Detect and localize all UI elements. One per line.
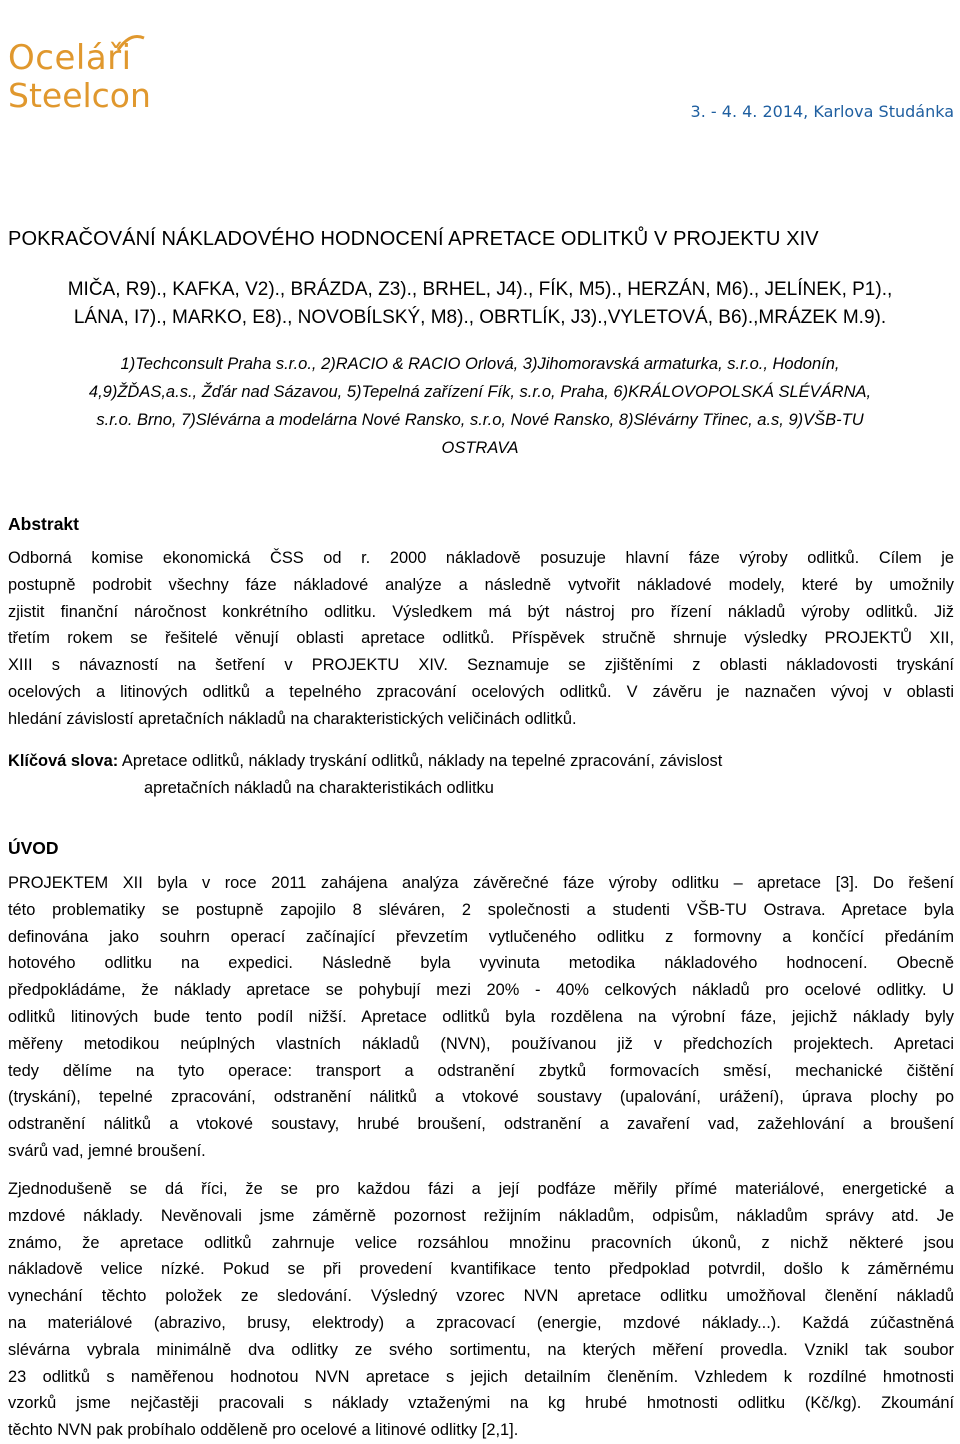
conference-info: 3. - 4. 4. 2014, Karlova Studánka <box>690 102 954 121</box>
intro-line: PROJEKTEM XII byla v roce 2011 zahájena analýza závěrečné fáze výroby odlitku – apretace [3]. Do řešení <box>8 874 954 892</box>
intro-line: těchto NVN pak probíhalo odděleně pro ocelové a litinové odlitky [2,1]. <box>8 1421 519 1440</box>
abstract-line: XIII s návazností na šetření v PROJEKTU XIV. Seznamuje se zjištěními z oblasti nákladovosti tryskání <box>8 656 954 675</box>
abstract-heading: Abstrakt <box>8 514 79 534</box>
intro-line: známo, že apretace odlitků zahrnuje velice rozsáhlou množinu pracovních úkonů, z nichž některé jsou <box>8 1233 954 1252</box>
affiliations <box>16 350 944 462</box>
affiliation-line: 4,9)ŽĎAS,a.s., Žďár nad Sázavou, 5)Tepelná zařízení Fík, s.r.o, Praha, 6)KRÁLOVOPOLSKÁ SLÉVÁRNA, <box>88 383 872 401</box>
affiliation-line: OSTRAVA <box>441 439 519 457</box>
intro-line: hotového odlitku na expedici. Následně byla vyvinuta metodika nákladového hodnocení. Obecně <box>8 954 954 973</box>
paper-title: POKRAČOVÁNÍ NÁKLADOVÉHO HODNOCENÍ APRETACE ODLITKŮ V PROJEKTU XIV <box>8 228 819 250</box>
intro-line: měřeny metodikou neúplných vlastních nákladů (NVN), používanou již v předchozích projektech. Apretaci <box>8 1034 954 1053</box>
intro-line: 23 odlitků s naměřenou hodnotou NVN apretace s jejich detailním členěním. Vzhledem k rozdílné hmotnosti <box>8 1367 954 1386</box>
intro-line: mzdové náklady. Nevěnovali jsme záměrně pozornost režijním nákladům, odpisům, nákladům správy atd. Je <box>8 1206 954 1225</box>
keywords-text-cont: apretačních nákladů na charakteristikách odlitku <box>144 779 494 797</box>
abstract-line: hledání závislostí apretačních nákladů na charakteristických veličinách odlitků. <box>8 709 577 728</box>
affiliation-line: s.r.o. Brno, 7)Slévárna a modelárna Nové Ransko, s.r.o, Nové Ransko, 8)Slévárny Třinec, a.s, 9)VŠB-TU <box>96 411 864 429</box>
intro-line: slévárna vybrala minimálně dva odlitky ze svého sortimentu, na kterých měření provedla. Vznikl tak soubor <box>8 1340 954 1359</box>
affiliation-line: 1)Techconsult Praha s.r.o., 2)RACIO & RACIO Orlová, 3)Jihomoravská armaturka, s.r.o., Hodonín, <box>120 355 840 373</box>
intro-paragraph-1 <box>8 870 954 1165</box>
intro-line: Zjednodušeně se dá říci, že se pro každou fázi a její podfáze měřily přímé materiálové, energetické a <box>8 1180 954 1198</box>
intro-paragraph-2 <box>8 1176 954 1444</box>
abstract-line: Odborná komise ekonomická ČSS od r. 2000 nákladově posuzuje hlavní fáze výroby odlitků. Cílem je <box>8 549 954 567</box>
authors <box>24 276 936 332</box>
logo-text-bottom: Steelcon <box>8 76 151 115</box>
intro-line: tedy dělíme na tyto operace: transport a odstranění zbytků formovacích směsí, mechanické čištění <box>8 1061 954 1080</box>
authors-line-1: MIČA, R9)., KAFKA, V2)., BRÁZDA, Z3)., BRHEL, J4)., FÍK, M5)., HERZÁN, M6)., JELÍNEK, P1)., <box>67 279 893 300</box>
steelcon-logo <box>8 38 151 120</box>
intro-line: nákladově velice nízké. Pokud se při provedení kvantifikace tento předpoklad potvrdil, došlo k záměrnému <box>8 1260 954 1279</box>
keywords-label: Klíčová slova: <box>8 752 119 770</box>
intro-line: této problematiky se postupně zapojilo 8 sléváren, 2 společnosti a studenti VŠB-TU Ostrava. Apretace byla <box>8 900 954 919</box>
logo-arc-icon <box>116 30 146 52</box>
intro-line: svárů vad, jemné broušení. <box>8 1141 206 1160</box>
keywords-text: Apretace odlitků, náklady tryskání odlitků, náklady na tepelné zpracování, závislost <box>118 752 723 770</box>
abstract-line: zjistit finanční náročnost konkrétního odlitku. Výsledkem má být nástroj pro řízení nákladů výroby odlitků. Již <box>8 602 954 621</box>
abstract-line: postupně podrobit všechny fáze nákladové analýze a následně vytvořit nákladové modely, které by umožnily <box>8 575 954 594</box>
abstract-line: třetím rokem se řešitelé věnují oblasti apretace odlitků. Příspěvek stručně shrnuje výsledky PROJEKTŮ XII, <box>8 629 954 648</box>
intro-heading: ÚVOD <box>8 838 59 858</box>
authors-line-2: LÁNA, I7)., MARKO, E8)., NOVOBÍLSKÝ, M8)., OBRTLÍK, J3).,VYLETOVÁ, B6).,MRÁZEK M.9). <box>73 307 887 328</box>
intro-line: vzorků jsme nejčastěji pracovali s náklady vztaženými na kg hrubé hmotnosti odlitku (Kč/kg). Zkoumání <box>8 1394 954 1413</box>
intro-line: definována jako souhrn operací začínající převzetím vytlučeného odlitku z formovny a končící předáním <box>8 927 954 946</box>
intro-line: odlitků litinových bude tento podíl nižší. Apretace odlitků byla rozdělena na výrobní fáze, jejichž náklady byly <box>8 1007 954 1026</box>
logo-text-top: Oceláři <box>8 38 132 78</box>
intro-line: na materiálové (abrazivo, brusy, elektrody) a zpracovací (energie, mzdové náklady...). Každá zúčastněná <box>8 1313 954 1332</box>
abstract-line: ocelových a litinových odlitků a tepelného zpracování ocelových odlitků. V závěru je naznačen vývoj v oblasti <box>8 682 954 701</box>
intro-line: předpokládáme, že náklady apretace se pohybují mezi 20% - 40% celkových nákladů pro ocelové odlitky. U <box>8 981 954 1000</box>
intro-line: odstranění nálitků a vtokové soustavy, hrubé broušení, odstranění a zavaření vad, zažehlování a broušení <box>8 1115 954 1134</box>
intro-line: (tryskání), tepelné zpracování, odstranění nálitků a vtokové soustavy (upalování, urážení), úprava plochy po <box>8 1088 954 1107</box>
abstract-text <box>8 545 954 733</box>
intro-line: vynechání těchto položek ze sledování. Výsledný vzorec NVN apretace odlitku umožňoval členění nákladů <box>8 1287 954 1306</box>
keywords <box>8 748 722 802</box>
